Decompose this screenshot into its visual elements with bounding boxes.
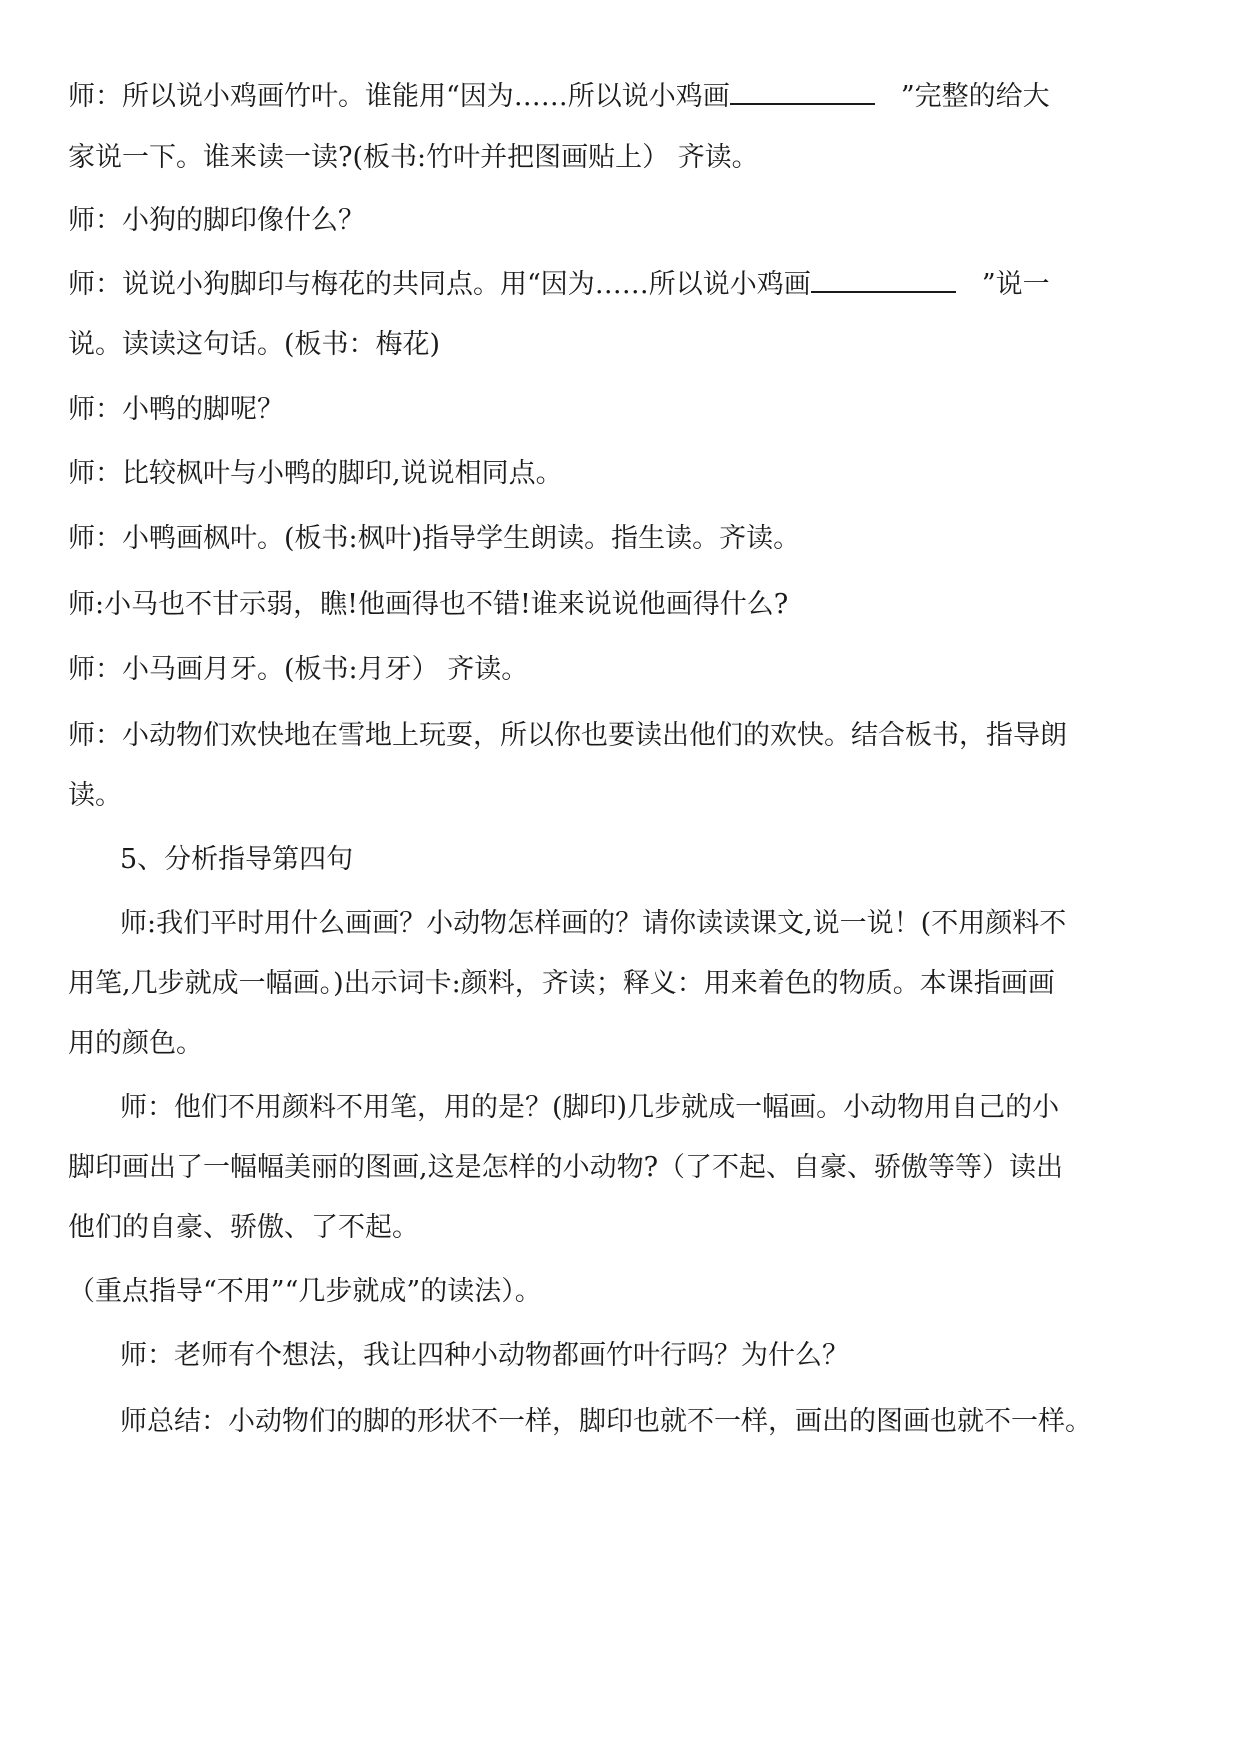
text-segment: 师：所以说小鸡画竹叶。谁能用“因为……所以说小鸡画 xyxy=(68,81,730,112)
text-line: 用的颜色。 xyxy=(68,1028,203,1059)
text-line: 说。读读这句话。(板书：梅花) xyxy=(68,329,441,360)
fill-in-blank xyxy=(730,81,875,105)
text-line: 家说一下。谁来读一读?(板书:竹叶并把图画贴上） 齐读。 xyxy=(68,142,759,173)
text-line: 师：小狗的脚印像什么？ xyxy=(68,205,365,236)
text-line: 用笔,几步就成一幅画。)出示词卡:颜料，齐读；释义：用来着色的物质。本课指画画 xyxy=(68,968,1055,999)
text-line: 师:小马也不甘示弱，瞧!他画得也不错!谁来说说他画得什么? xyxy=(68,589,789,620)
text-segment: ”说一 xyxy=(981,269,1050,300)
fill-in-blank xyxy=(811,269,956,293)
text-line: 师：小鸭画枫叶。(板书:枫叶)指导学生朗读。指生读。齐读。 xyxy=(68,523,801,554)
text-line: 师：小鸭的脚呢？ xyxy=(68,394,284,425)
text-line xyxy=(68,265,1050,305)
text-line: 师：老师有个想法，我让四种小动物都画竹叶行吗？为什么？ xyxy=(120,1340,849,1371)
text-segment: ”完整的给大 xyxy=(900,81,1050,112)
text-line: 他们的自豪、骄傲、了不起。 xyxy=(68,1212,419,1243)
text-line: 师：他们不用颜料不用笔，用的是？(脚印)几步就成一幅画。小动物用自己的小 xyxy=(120,1092,1060,1123)
text-line: 师:我们平时用什么画画？小动物怎样画的？请你读读课文,说一说！(不用颜料不 xyxy=(120,908,1067,939)
section-heading: 5、分析指导第四句 xyxy=(120,844,354,875)
text-line: 读。 xyxy=(68,780,122,811)
text-line xyxy=(68,77,1050,117)
text-line: 师：小动物们欢快地在雪地上玩耍，所以你也要读出他们的欢快。结合板书，指导朗 xyxy=(68,720,1067,751)
text-line: 师：小马画月牙。(板书:月牙） 齐读。 xyxy=(68,654,529,685)
text-line: 师总结：小动物们的脚的形状不一样，脚印也就不一样，画出的图画也就不一样。 xyxy=(120,1406,1092,1437)
text-line: 师：比较枫叶与小鸭的脚印,说说相同点。 xyxy=(68,458,563,489)
text-line: 脚印画出了一幅幅美丽的图画,这是怎样的小动物?（了不起、自豪、骄傲等等）读出 xyxy=(68,1152,1064,1183)
text-line: （重点指导“不用”“几步就成”的读法）。 xyxy=(68,1276,542,1307)
text-segment: 师：说说小狗脚印与梅花的共同点。用“因为……所以说小鸡画 xyxy=(68,269,811,300)
